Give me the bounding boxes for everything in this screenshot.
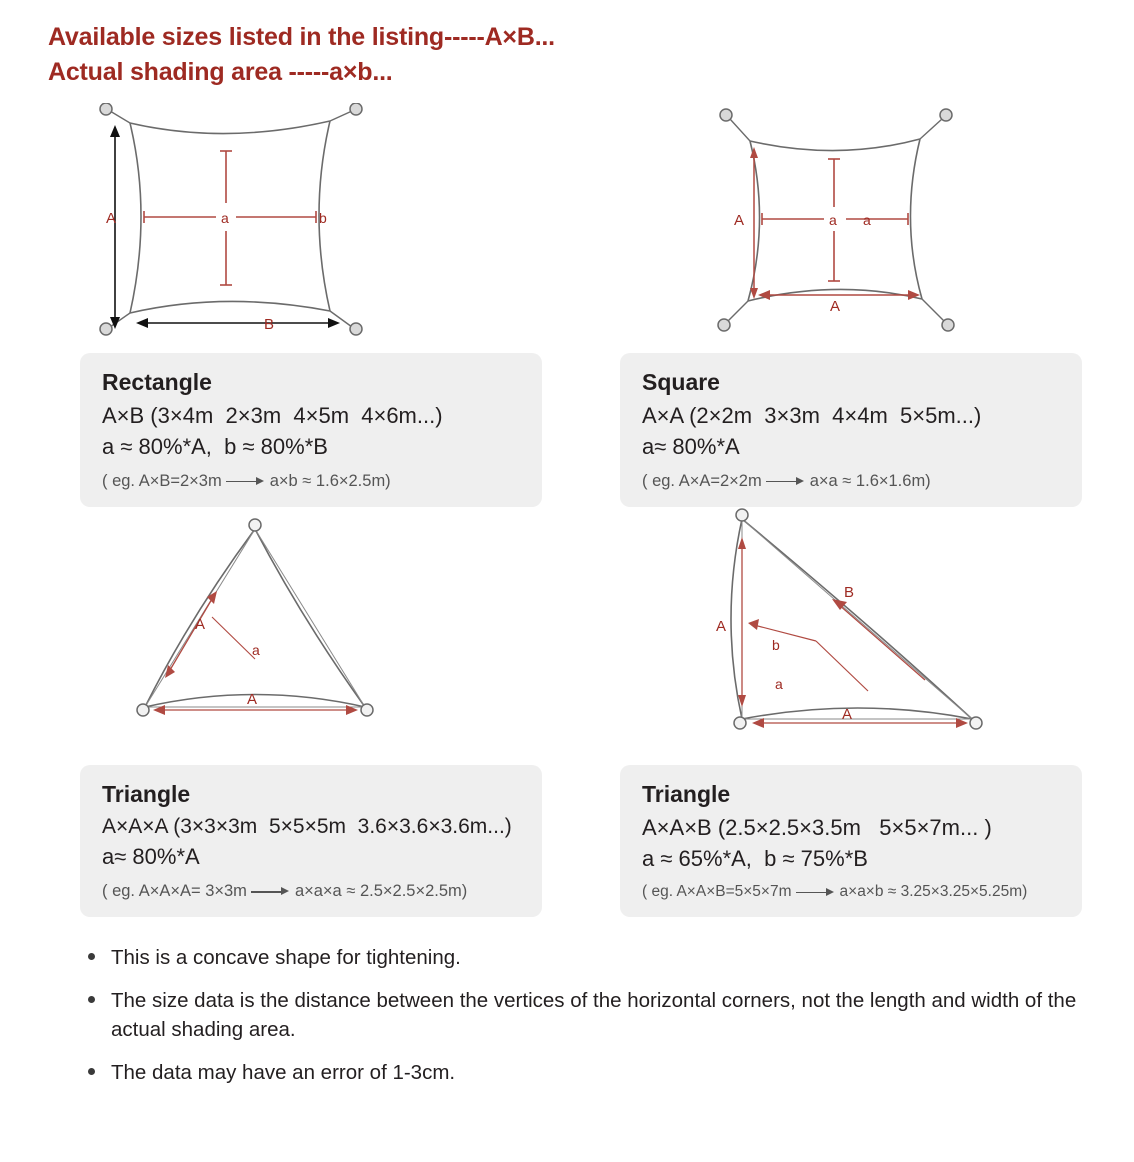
- tri1-label-a: a: [252, 641, 260, 658]
- card-example: [642, 883, 1060, 901]
- example-suffix: a×a ≈ 1.6×1.6m): [809, 471, 931, 490]
- card-sizes: A×B (3×4m 2×3m 4×5m 4×6m...): [102, 403, 443, 429]
- arrow-right-icon: [796, 887, 836, 897]
- square-label-A-bottom: A: [830, 298, 841, 315]
- example-prefix: ( eg. A×A×B=5×5×7m: [642, 883, 792, 901]
- card-triangle-equilateral: [80, 765, 542, 917]
- square-label-A-left: A: [734, 212, 745, 229]
- example-suffix: a×a×a ≈ 2.5×2.5×2.5m): [294, 881, 468, 900]
- card-title: Triangle: [102, 780, 191, 807]
- triangle-right-diagram: [620, 507, 1134, 765]
- rect-label-A: A: [106, 210, 117, 227]
- example-prefix: ( eg. A×A=2×2m: [642, 471, 762, 490]
- card-example: [102, 472, 520, 491]
- shape-cell-triangle-right: [620, 507, 1134, 918]
- card-formula: a ≈ 65%*A, b ≈ 75%*B: [642, 845, 868, 871]
- arrow-right-icon: [226, 476, 266, 486]
- shape-cell-square: [620, 103, 1134, 507]
- tri2-label-b: b: [772, 636, 780, 653]
- square-diagram: [620, 103, 1134, 353]
- tri2-label-A-left: A: [716, 617, 727, 635]
- bullet-icon: [88, 953, 95, 960]
- card-sizes: A×A×B (2.5×2.5×3.5m 5×5×7m... ): [642, 814, 992, 840]
- card-formula: a ≈ 80%*A, b ≈ 80%*B: [102, 434, 328, 460]
- list-item: [88, 943, 1094, 972]
- rect-label-b: b: [319, 210, 327, 226]
- shape-cell-rectangle: [40, 103, 620, 507]
- arrow-right-icon: [766, 476, 806, 486]
- header-line-1: Available sizes listed in the listing-----A×B...: [48, 23, 555, 51]
- card-example: [102, 882, 520, 901]
- card-example: [642, 472, 1060, 491]
- example-suffix: a×a×b ≈ 3.25×3.25×5.25m): [839, 883, 1028, 901]
- square-label-a1: a: [829, 212, 837, 228]
- note-text: The data may have an error of 1-3cm.: [111, 1061, 456, 1085]
- card-square: [620, 353, 1082, 507]
- card-title: Square: [642, 369, 720, 395]
- card-formula: a≈ 80%*A: [102, 844, 200, 870]
- rectangle-diagram: [40, 103, 620, 353]
- bullet-icon: [88, 1068, 95, 1075]
- tri1-label-A-left: A: [195, 615, 206, 633]
- rect-label-B: B: [264, 316, 275, 333]
- note-text: This is a concave shape for tightening.: [111, 946, 461, 970]
- example-suffix: a×b ≈ 1.6×2.5m): [269, 471, 391, 490]
- arrow-right-icon: [251, 886, 291, 896]
- card-formula: a≈ 80%*A: [642, 434, 740, 460]
- shape-cell-triangle-equilateral: [40, 507, 620, 918]
- triangle-equilateral-diagram: [40, 507, 620, 765]
- card-title: Triangle: [642, 780, 731, 807]
- list-item: [88, 986, 1094, 1044]
- shape-grid: [40, 103, 1094, 917]
- card-title: Rectangle: [102, 369, 212, 395]
- tri1-label-A-bottom: A: [247, 690, 258, 708]
- card-rectangle: [80, 353, 542, 507]
- tri2-label-A-bottom: A: [842, 705, 853, 723]
- header-line-2: Actual shading area -----a×b...: [48, 57, 393, 86]
- tri2-label-B: B: [844, 583, 855, 601]
- card-triangle-right: [620, 765, 1082, 918]
- card-sizes: A×A×A (3×3×3m 5×5×5m 3.6×3.6×3.6m...): [102, 814, 512, 838]
- rect-label-a: a: [221, 210, 229, 226]
- example-prefix: ( eg. A×B=2×3m: [102, 471, 222, 490]
- page-title: [48, 20, 1094, 89]
- list-item: [88, 1058, 1094, 1087]
- square-label-a2: a: [863, 212, 871, 228]
- bullet-icon: [88, 996, 95, 1003]
- notes-list: [88, 943, 1094, 1087]
- example-prefix: ( eg. A×A×A= 3×3m: [102, 881, 247, 900]
- card-sizes: A×A (2×2m 3×3m 4×4m 5×5m...): [642, 403, 982, 429]
- note-text: The size data is the distance between the vertices of the horizontal corners, not the length and width of the actual shading area.: [111, 989, 1077, 1042]
- tri2-label-a: a: [775, 675, 783, 692]
